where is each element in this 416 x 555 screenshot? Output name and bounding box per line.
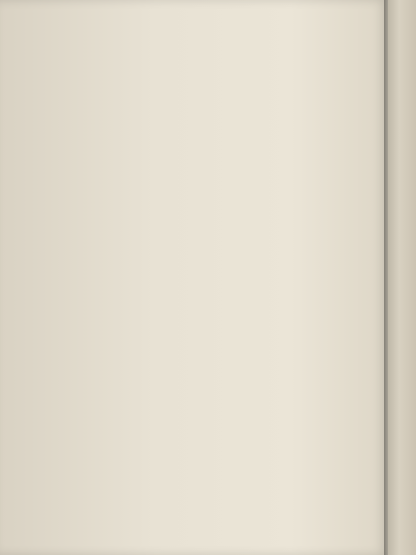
next-page-edge: [388, 0, 416, 555]
